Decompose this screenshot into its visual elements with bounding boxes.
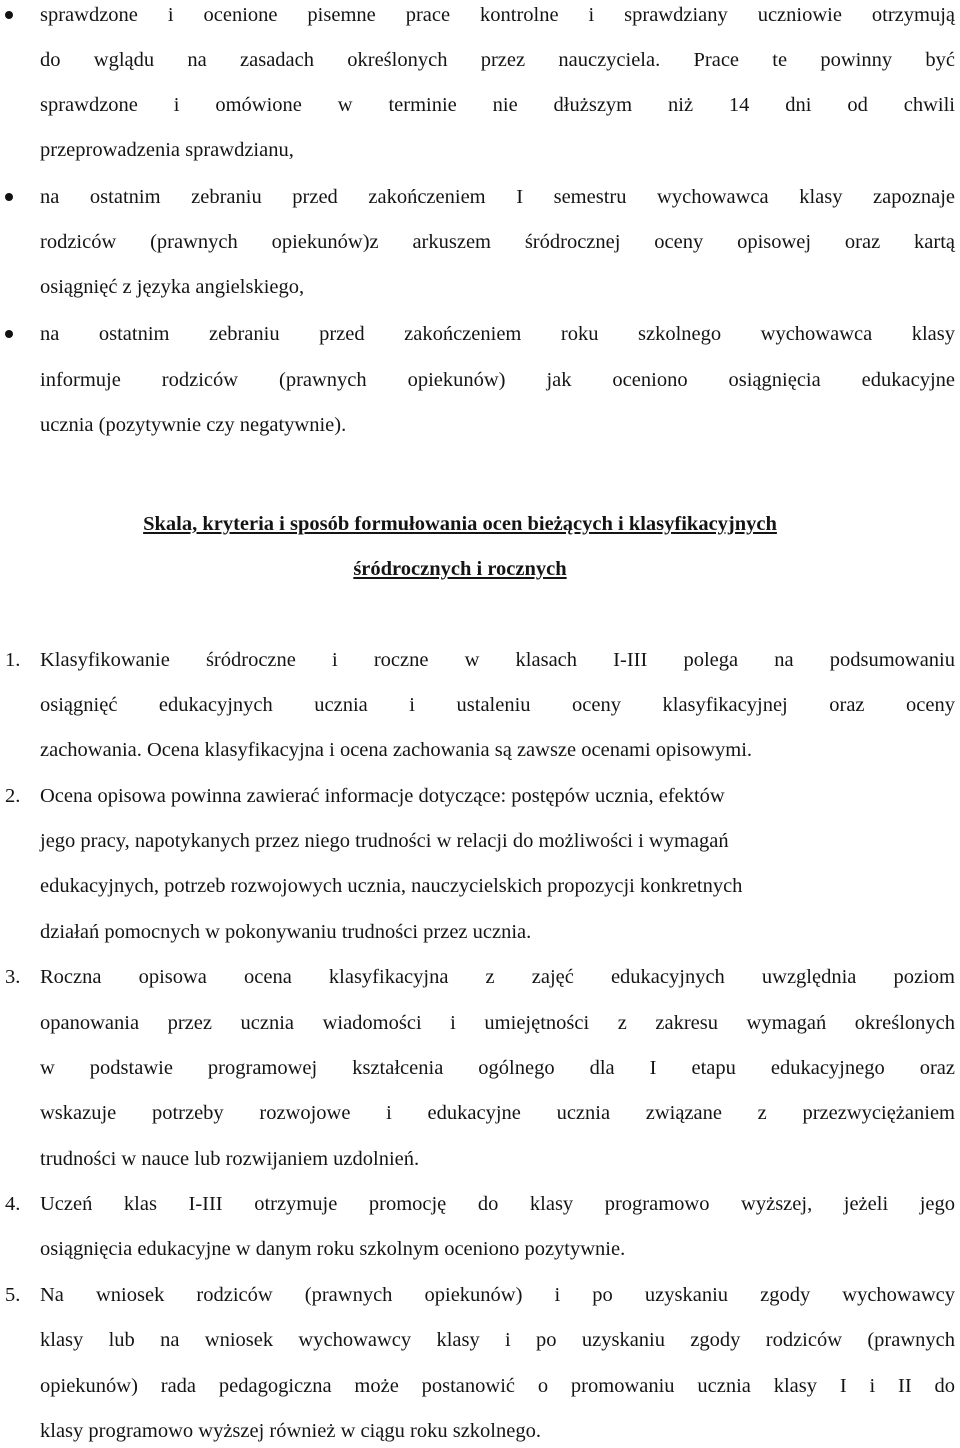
section-heading-line-2: śródrocznych i rocznych xyxy=(353,558,567,580)
item-number: 5. xyxy=(5,1284,21,1306)
bullet-icon xyxy=(5,330,13,338)
item-4-line-1: Uczeń klas I-III otrzymuje promocję do klasy programowo wyższej, jeżeli jego xyxy=(40,1193,955,1215)
item-3-line-5: trudności w nauce lub rozwijaniem uzdolnień. xyxy=(40,1148,420,1170)
bullet-1-line-4: przeprowadzenia sprawdzianu, xyxy=(40,139,294,161)
bullet-2-line-2: rodziców (prawnych opiekunów)z arkuszem śródrocznej oceny opisowej oraz kartą xyxy=(40,231,955,253)
item-5-line-2: klasy lub na wniosek wychowawcy klasy i po uzyskaniu zgody rodziców (prawnych xyxy=(40,1329,955,1351)
item-3-line-2: opanowania przez ucznia wiadomości i umiejętności z zakresu wymagań określonych xyxy=(40,1012,955,1034)
item-5-line-1: Na wniosek rodziców (prawnych opiekunów) i po uzyskaniu zgody wychowawcy xyxy=(40,1284,955,1306)
bullet-1-line-1: sprawdzone i ocenione pisemne prace kontrolne i sprawdziany uczniowie otrzymują xyxy=(40,4,955,26)
item-3-line-1: Roczna opisowa ocena klasyfikacyjna z zajęć edukacyjnych uwzględnia poziom xyxy=(40,966,955,988)
item-number: 4. xyxy=(5,1193,21,1215)
item-number: 1. xyxy=(5,649,21,671)
item-number: 3. xyxy=(5,966,21,988)
item-5-line-3: opiekunów) rada pedagogiczna może postanowić o promowaniu ucznia klasy I i II do xyxy=(40,1375,955,1397)
bullet-2-line-1: na ostatnim zebraniu przed zakończeniem I semestru wychowawca klasy zapoznaje xyxy=(40,186,955,208)
item-4-line-2: osiągnięcia edukacyjne w danym roku szkolnym oceniono pozytywnie. xyxy=(40,1238,626,1260)
item-2-line-1: Ocena opisowa powinna zawierać informacje dotyczące: postępów ucznia, efektów xyxy=(40,785,725,807)
item-2-line-3: edukacyjnych, potrzeb rozwojowych ucznia, nauczycielskich propozycji konkretnych xyxy=(40,875,743,897)
item-1-line-3: zachowania. Ocena klasyfikacyjna i ocena zachowania są zawsze ocenami opisowymi. xyxy=(40,739,753,761)
bullet-2-line-3: osiągnięć z języka angielskiego, xyxy=(40,276,305,298)
section-heading: Skala, kryteria i sposób formułowania ocen bieżących i klasyfikacyjnych xyxy=(143,513,777,535)
bullet-icon xyxy=(5,11,13,19)
bullet-icon xyxy=(5,193,13,201)
item-2-line-2: jego pracy, napotykanych przez niego trudności w relacji do możliwości i wymagań xyxy=(40,830,729,852)
item-3-line-3: w podstawie programowej kształcenia ogólnego dla I etapu edukacyjnego oraz xyxy=(40,1057,955,1079)
bullet-3-line-1: na ostatnim zebraniu przed zakończeniem roku szkolnego wychowawca klasy xyxy=(40,323,955,345)
item-5-line-4: klasy programowo wyższej również w ciągu roku szkolnego. xyxy=(40,1420,541,1442)
item-1-line-1: Klasyfikowanie śródroczne i roczne w klasach I-III polega na podsumowaniu xyxy=(40,649,955,671)
bullet-1-line-3: sprawdzone i omówione w terminie nie dłuższym niż 14 dni od chwili xyxy=(40,94,955,116)
bullet-3-line-3: ucznia (pozytywnie czy negatywnie). xyxy=(40,414,347,436)
item-3-line-4: wskazuje potrzeby rozwojowe i edukacyjne ucznia związane z przezwyciężaniem xyxy=(40,1102,955,1124)
item-2-line-4: działań pomocnych w pokonywaniu trudności przez ucznia. xyxy=(40,921,532,943)
bullet-3-line-2: informuje rodziców (prawnych opiekunów) jak oceniono osiągnięcia edukacyjne xyxy=(40,369,955,391)
bullet-1-line-2: do wglądu na zasadach określonych przez nauczyciela. Prace te powinny być xyxy=(40,49,955,71)
item-1-line-2: osiągnięć edukacyjnych ucznia i ustaleniu oceny klasyfikacyjnej oraz oceny xyxy=(40,694,955,716)
item-number: 2. xyxy=(5,785,21,807)
